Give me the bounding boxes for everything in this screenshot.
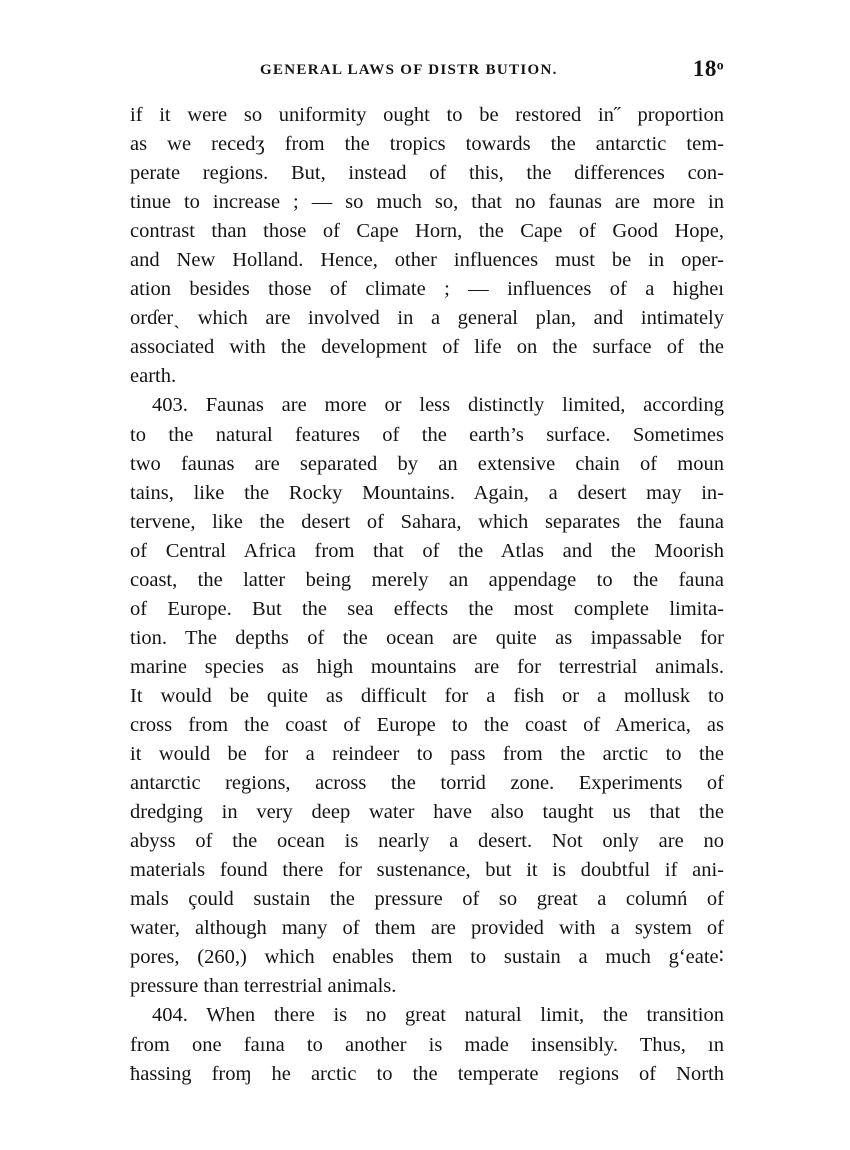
text-line: perate regions. But, instead of this, the differences con- bbox=[130, 162, 724, 185]
text-line: and New Holland. Hence, other influences must be in oper- bbox=[130, 249, 724, 272]
text-line: tains, like the Rocky Mountains. Again, a desert may in- bbox=[130, 481, 724, 504]
text-line: from one faına to another is made insensibly. Thus, ın bbox=[130, 1033, 724, 1056]
body-text bbox=[130, 101, 724, 1089]
text-line: of Europe. But the sea effects the most complete limita- bbox=[130, 597, 724, 620]
text-line: if it were so uniformity ought to be restored in˝ proportion bbox=[130, 104, 724, 126]
text-line: earth. bbox=[130, 365, 177, 388]
text-line: tervene, like the desert of Sahara, which separates the fauna bbox=[130, 510, 724, 533]
text-line: ation besides those of climate ; — influences of a higheı bbox=[130, 278, 724, 301]
text-line: contrast than those of Cape Horn, the Cape of Good Hope, bbox=[130, 220, 724, 243]
text-line: of Central Africa from that of the Atlas and the Moorish bbox=[130, 539, 724, 562]
text-line: associated with the development of life on the surface of the bbox=[130, 336, 724, 359]
paragraph-404-start: 404. When there is no great natural limit, the transition bbox=[152, 1004, 724, 1027]
text-line: tion. The depths of the ocean are quite as impassable for bbox=[130, 626, 724, 649]
text-line: ħassing froɱ he arctic to the temperate regions of North bbox=[130, 1062, 724, 1085]
text-line: abyss of the ocean is nearly a desert. Not only are no bbox=[130, 830, 724, 853]
running-head: GENERAL LAWS OF DISTR BUTION. bbox=[260, 62, 558, 78]
text-line: pressure than terrestrial animals. bbox=[130, 975, 397, 998]
text-line: two faunas are separated by an extensive chain of moun bbox=[130, 452, 724, 475]
text-line: as we recedʒ from the tropics towards the antarctic tem- bbox=[130, 133, 724, 156]
text-line: cross from the coast of Europe to the coast of America, as bbox=[130, 713, 724, 736]
text-line: coast, the latter being merely an appendage to the fauna bbox=[130, 568, 724, 591]
text-line: pores, (260,) which enables them to sustain a much gʻeate∶ bbox=[130, 946, 724, 969]
text-line: mals çould sustain the pressure of so great a columń of bbox=[130, 888, 724, 911]
text-line: to the natural features of the earth’s surface. Sometimes bbox=[130, 423, 724, 446]
text-line: tinue to increase ; — so much so, that no faunas are more in bbox=[130, 191, 724, 214]
text-line: it would be for a reindeer to pass from the arctic to the bbox=[130, 743, 724, 766]
text-line: marine species as high mountains are for terrestrial animals. bbox=[130, 655, 724, 678]
paragraph-403-start: 403. Faunas are more or less distinctly limited, according bbox=[152, 394, 724, 417]
text-line: antarctic regions, across the torrid zone. Experiments of bbox=[130, 772, 724, 795]
page-header bbox=[130, 56, 724, 86]
text-line: It would be quite as difficult for a fish or a mollusk to bbox=[130, 684, 724, 707]
text-line: water, although many of them are provided with a system of bbox=[130, 917, 724, 940]
text-line: dredging in very deep water have also taught us that the bbox=[130, 801, 724, 824]
text-line: orɗerˏ which are involved in a general plan, and intimately bbox=[130, 307, 724, 330]
text-line: materials found there for sustenance, but it is doubtful if ani- bbox=[130, 859, 724, 882]
page-number: 18ᵒ bbox=[692, 56, 724, 81]
